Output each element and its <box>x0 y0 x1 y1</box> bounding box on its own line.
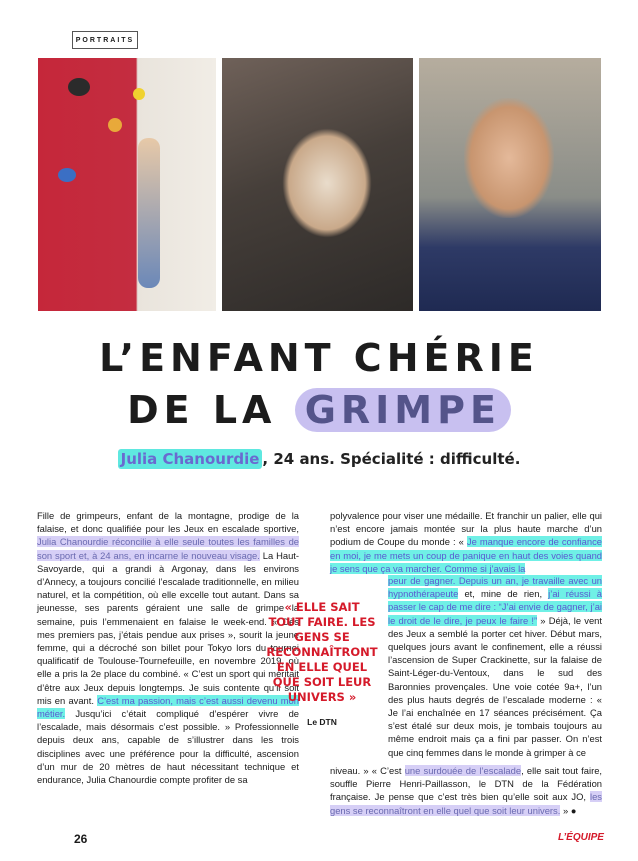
headline-line2-prefix: DE LA <box>127 388 277 432</box>
article-column-2-top <box>330 509 602 575</box>
col1-text-1: Fille de grimpeurs, enfant de la montagne, prodige de la falaise, et donc qualifiée pour les Jeux en escalade sportive, <box>37 510 299 535</box>
brand-logo: L’ÉQUIPE <box>558 832 604 843</box>
pull-quote: « ELLE SAIT TOUT FAIRE. LES GENS SE RECONNAÎTRONT EN ELLE QUEL QUE SOIT LEUR UNIVERS » <box>266 600 378 704</box>
subtitle-name: Julia Chanourdie <box>118 449 263 469</box>
article-column-2-bottom <box>330 764 602 817</box>
col2-text-c: » Déjà, le vent des Jeux a semblé la porter cet hiver. Début mars, quelques jours avant le confinement, elle a réussi l’ascension de Super Crackinette, sur la falaise de Saint-Léger-du-Ventoux, dans le sud des Baronnies provençales. Une voie cotée 9a+, l’un des plus hauts degrés de l’escalade moderne : « Je l’ai enchaînée en 17 séances précisément. Ça s’est étalé sur deux mois, je tombais toujours au même endroit mais ça a fini par passer. On n’est que cinq femmes dans le monde à grimper à ce <box>388 614 602 758</box>
col2-highlight-b: peur de gagner. Depuis un an, je travaille avec un hypnothérapeute <box>388 575 602 600</box>
headline-line1: L’ENFANT CHÉRIE <box>99 336 539 380</box>
photo-climbing-wall <box>38 58 216 311</box>
pull-quote-attribution: Le DTN <box>307 717 337 727</box>
col1-text-2: La Haut-Savoyarde, qui a grandi à Argonay, dans les environs d’Annecy, a toujours concilié l’escalade traditionnelle, en milieu naturel, et la compétition, où elle excelle tout autant. Dans sa jeunesse, ses parents géraient une salle de grimpe la semaine, puis l’emmenaient en falaise le week-end. « Dès mes premiers pas, j’étais pendue aux prises », sourit la jeune femme, qui a décroché son billet pour Tokyo lors du tournoi qualificatif de Toulouse-Tournefeuille, en novembre 2019, où elle a pris la 2e place du combiné. « C’est un sport qui méritait d’être aux Jeux depuis longtemps. Je suis contente qu’il soit mis en avant. <box>37 549 300 706</box>
col2-highlight-a: Je manque encore de confiance en moi, je me mets un coup de panique en haut des voies quand je sens que ça va marcher. Comme si j’avais la <box>330 536 602 574</box>
col1-highlight-1: Julia Chanourdie réconcilie à elle seule toutes les familles de son sport et, à 24 ans, en incarne le nouveau visage. <box>37 536 299 561</box>
section-tag: PORTRAITS <box>72 31 138 49</box>
col2-highlight-d: une surdouée de l’escalade <box>404 765 522 776</box>
col2-text-a: polyvalence pour viser une médaille. Et franchir un palier, elle qui n’est encore jamais montée sur la plus haute marche d’un podium de Coupe du monde : « <box>330 510 602 548</box>
col2-highlight-b2: j’ai réussi à passer le cap de me dire : “J’ai envie de gagner, j’ai le droit de le dire, je peux le faire !” <box>388 588 602 626</box>
col1-text-3: Jusqu’ici c’était compliqué d’espérer vivre de l’escalade, mais désormais c’est possible. » Professionnelle depuis deux ans, capable de s’illustrer dans les trois disciplines avec une préférence pour la difficulté, ascension d’un mur de 20 mètres de haut nécessitant technique et endurance, Julia Chanourdie compte profiter de sa <box>37 708 299 786</box>
col1-highlight-2: C’est ma passion, mais c’est aussi devenu mon métier. <box>37 694 299 720</box>
headline-highlight: GRIMPE <box>295 388 511 432</box>
article-column-2-middle <box>388 574 602 759</box>
col2-text-f: » ● <box>560 804 577 816</box>
col2-text-b: et, mine de rien, <box>458 588 549 600</box>
col2-text-d: niveau. » « C’est <box>330 765 405 776</box>
page-number: 26 <box>74 832 88 846</box>
col2-text-e: , elle sait tout faire, souffle Pierre Henri-Paillasson, le DTN de la Fédération française. Je pense que c’est très bien qu’elle soit aux JO, <box>330 765 603 803</box>
headline-line2 <box>0 388 638 432</box>
article-column-1 <box>37 509 299 786</box>
col2-highlight-e: les gens se reconnaîtront en elle quel que soit leur univers. <box>330 791 602 816</box>
subtitle <box>0 450 638 468</box>
photo-portrait <box>419 58 601 311</box>
subtitle-rest: , 24 ans. Spécialité : difficulté. <box>262 450 521 468</box>
photo-chalked-hands <box>222 58 413 311</box>
